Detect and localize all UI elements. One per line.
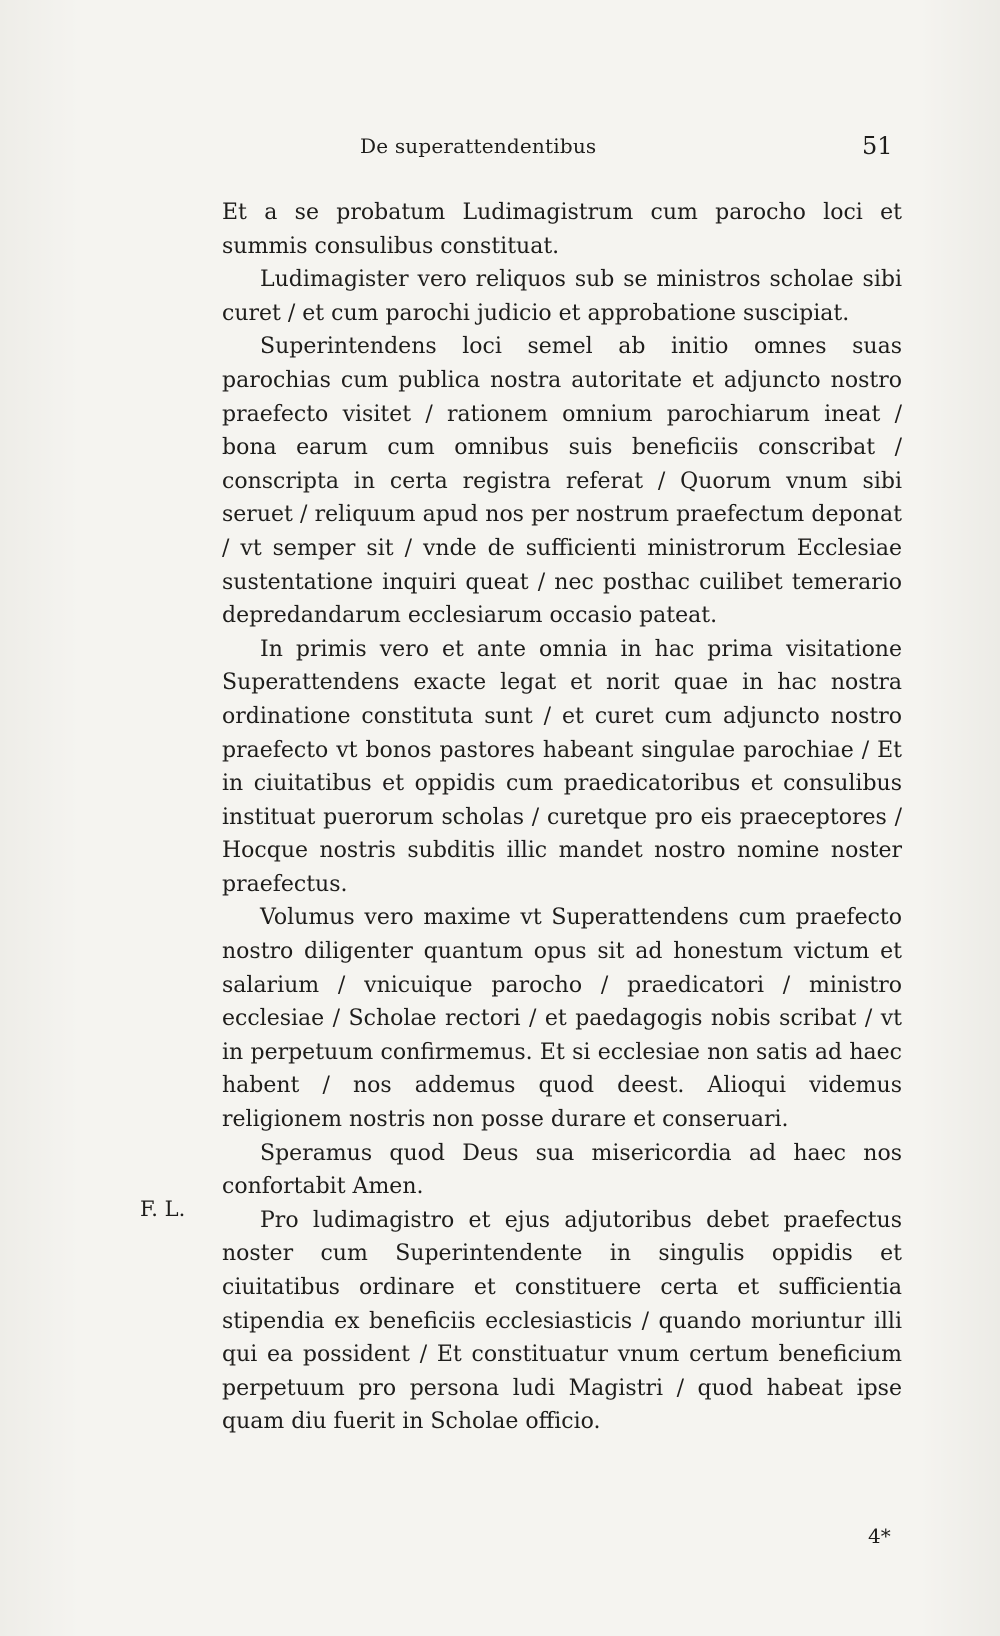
signature-mark: 4* bbox=[868, 1524, 891, 1548]
body-text bbox=[222, 196, 902, 1439]
margin-note: F. L. bbox=[140, 1197, 186, 1221]
paragraph-2: Ludimagister vero reliquos sub se ministros scholae sibi curet / et cum parochi judicio et approbatione suscipiat. bbox=[222, 267, 902, 326]
paragraph-6: Speramus quod Deus sua misericordia ad haec nos confortabit Amen. bbox=[222, 1140, 902, 1200]
page-number: 51 bbox=[862, 132, 893, 160]
paragraph-5: Volumus vero maxime vt Superattendens cum praefecto nostro diligenter quantum opus sit ad honestum victum et salarium / vnicuique parocho / praedicatori / ministro ecclesiae / Scholae rectori / et paedagogis nobis scribat / vt in perpetuum confirmemus. Et si ecclesiae non satis ad haec habent / nos addemus quod deest. Alioqui videmus religionem nostris non posse durare et conseruari. bbox=[222, 905, 902, 1133]
paragraph-4: In primis vero et ante omnia in hac prima visitatione Superattendens exacte legat et norit quae in hac nostra ordinatione constituta sunt / et curet cum adjuncto nostro praefecto vt bonos pastores habeant singulae parochiae / Et in ciuitatibus et oppidis cum praedicatoribus et consulibus instituat puerorum scholas / curetque pro eis praeceptores / Hocque nostris subditis illic mandet nostro nomine noster praefectus. bbox=[222, 636, 902, 897]
paragraph-7: Pro ludimagistro et ejus adjutoribus debet praefectus noster cum Superintendente in singulis oppidis et ciuitatibus ordinare et constituere certa et sufficientia stipendia ex beneficiis ecclesiasticis / quando moriuntur illi qui ea possident / Et constituatur vnum certum beneficium perpetuum pro persona ludi Magistri / quod habeat ipse quam diu fuerit in Scholae officio. bbox=[222, 1207, 902, 1435]
paragraph-3: Superintendens loci semel ab initio omnes suas parochias cum publica nostra autoritate et adjuncto nostro praefecto visitet / rationem omnium parochiarum ineat / bona earum cum omnibus suis beneficiis conscribat / conscripta in certa registra referat / Quorum vnum sibi seruet / reliquum apud nos per nostrum praefectum deponat / vt semper sit / vnde de sufficienti ministrorum Ecclesiae sustentatione inquiri queat / nec posthac cuilibet temerario depredandarum ecclesiarum occasio pateat. bbox=[222, 334, 902, 629]
running-title: De superattendentibus bbox=[360, 134, 597, 158]
paragraph-1: Et a se probatum Ludimagistrum cum parocho loci et summis consulibus constituat. bbox=[222, 200, 902, 259]
